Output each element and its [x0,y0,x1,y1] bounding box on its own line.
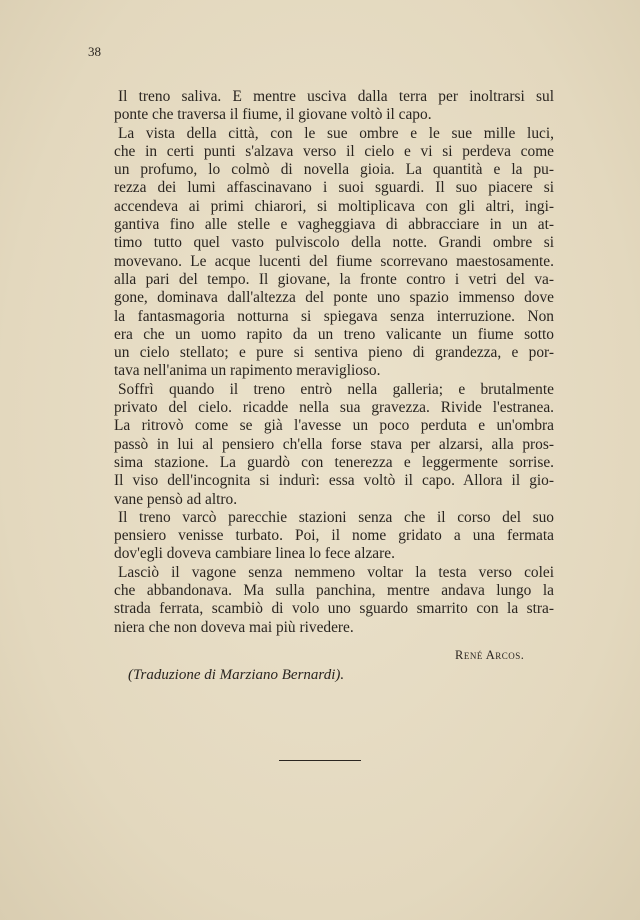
text-line: pensiero venisse turbato. Poi, il nome gridato a una fermata [114,527,554,545]
text-line: un cielo stellato; e pure si sentiva pieno di grandezza, e por- [114,344,554,362]
text-line: Il treno varcò parecchie stazioni senza che il corso del suo [118,508,554,526]
text-line: movevano. Le acque lucenti del fiume scorrevano maestosamente. [114,252,554,270]
text-line: vane pensò ad altro. [114,490,238,508]
text-line: gantiva fino alle stelle e vagheggiava di abbracciare in un at- [114,216,554,234]
text-line: la fantasmagoria notturna si spiegava senza interruzione. Non [114,307,554,325]
text-line: alla pari del tempo. Il giovane, la fronte contro i vetri del va- [114,270,554,288]
text-line: privato del cielo. ricadde nella sua gravezza. Rivide l'estranea. [114,399,554,417]
section-divider [279,760,361,761]
text-line: gone, dominava dall'altezza del ponte uno spazio immenso dove [114,289,554,307]
text-line: La ritrovò come se già l'avesse un poco perduta e un'ombra [114,417,554,435]
translation-credit: (Traduzione di Marziano Bernardi). [128,667,345,683]
text-line: accendeva ai primi chiarori, si moltiplicava con gli altri, ingi- [114,197,554,215]
text-line: che in certi punti s'alzava verso il cielo e vi si perdeva come [114,142,554,160]
text-line: niera che non doveva mai più rivedere. [114,618,354,636]
text-line: timo tutto quel vasto pulviscolo della notte. Grandi ombre si [114,234,554,252]
text-line: tava nell'anima un rapimento meraviglioso. [114,362,381,380]
text-line: strada ferrata, scambiò di volo uno sguardo smarrito con la stra- [114,600,554,618]
text-line: Lasciò il vagone senza nemmeno voltar la testa verso colei [118,563,554,581]
text-line: dov'egli doveva cambiare linea lo fece alzare. [114,545,395,563]
text-line: Il viso dell'incognita si indurì: essa voltò il capo. Allora il gio- [114,472,554,490]
text-line: Il treno saliva. E mentre usciva dalla terra per inoltrarsi sul [118,88,554,105]
text-line: Soffrì quando il treno entrò nella galleria; e brutalmente [118,380,554,398]
text-line: che abbandonava. Ma sulla panchina, mentre andava lungo la [114,582,554,600]
text-line: sima stazione. La guardò con tenerezza e leggermente sorrise. [114,453,554,471]
author-signature: René Arcos. [455,648,525,662]
text-line: ponte che traversa il fiume, il giovane voltò il capo. [114,106,432,124]
page-number: 38 [88,44,101,59]
text-line: rezza dei lumi affascinavano i suoi sguardi. Il suo piacere si [114,179,554,197]
text-line: La vista della città, con le sue ombre e le sue mille luci, [118,124,554,142]
text-line: passò in lui al pensiero ch'ella forse stava per alzarsi, alla pros- [114,435,554,453]
text-line: un profumo, lo colmò di novella gioia. La quantità e la pu- [114,161,554,179]
text-line: era che un uomo rapito da un treno valicante un fiume sotto [114,325,554,343]
body-text [114,88,554,637]
